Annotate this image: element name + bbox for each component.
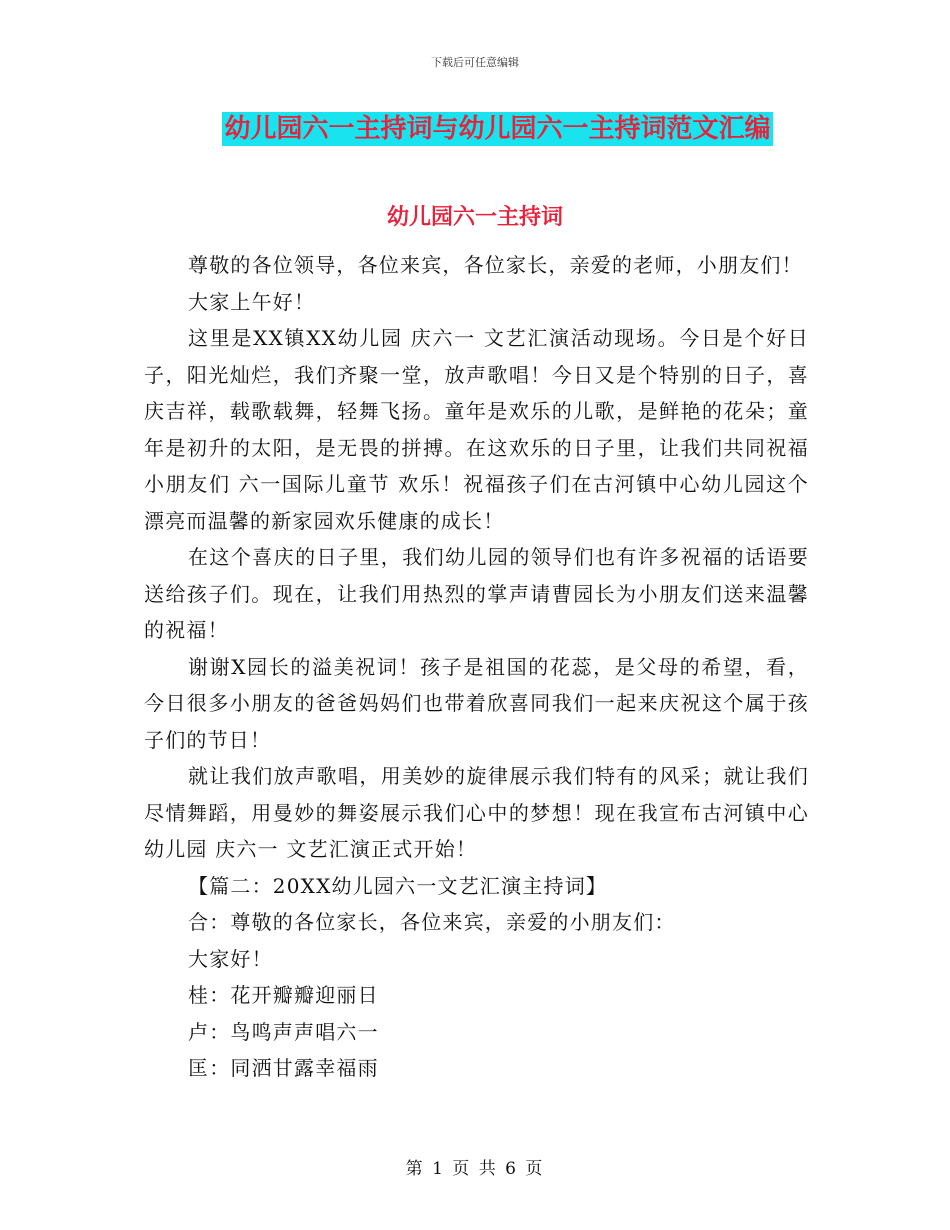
- document-body: [144, 247, 809, 1087]
- paragraph-hello: 大家上午好！: [188, 289, 316, 314]
- section-title: 幼儿园六一主持词: [386, 205, 563, 230]
- paragraph-leaders: 在这个喜庆的日子里，我们幼儿园的领导们也有许多祝福的话语要送给孩子们。现在，让我们用热烈的掌声请曹园长为小朋友们送来温馨的祝福！: [144, 545, 809, 642]
- paragraph-greeting: 尊敬的各位领导，各位来宾，各位家长，亲爱的老师，小朋友们！: [188, 253, 803, 277]
- paragraph-thanks: 谢谢X园长的溢美祝词！孩子是祖国的花蕊，是父母的希望，看，今日很多小朋友的爸爸妈妈们也带着欣喜同我们一起来庆祝这个属于孩子们的节日！: [144, 654, 809, 752]
- paragraph-all-greeting: 合：尊敬的各位家长，各位来宾，亲爱的小朋友们：: [188, 910, 676, 934]
- paragraph-lu-line: 卢：鸟鸣声声唱六一: [188, 1019, 379, 1044]
- paragraph-all-hello: 大家好！: [188, 946, 273, 971]
- main-title-wrap: [0, 112, 950, 146]
- page-number: 第 1 页 共 6 页: [405, 1159, 545, 1179]
- paragraph-part-two-heading: 【篇二：20XX幼儿园六一文艺汇演主持词】: [188, 873, 608, 898]
- header-note: 下载后可任意编辑: [431, 56, 519, 69]
- paragraph-kuang-line: 匡：同洒甘露幸福雨: [188, 1056, 379, 1080]
- main-title: 幼儿园六一主持词与幼儿园六一主持词范文汇编: [224, 114, 771, 144]
- paragraph-gui-line: 桂：花开瓣瓣迎丽日: [188, 983, 379, 1007]
- paragraph-opening: 这里是XX镇XX幼儿园 庆六一 文艺汇演活动现场。今日是个好日子，阳光灿烂，我们齐聚一堂，放声歌唱！今日又是个特别的日子，喜庆吉祥，载歌载舞，轻舞飞扬。童年是欢乐的儿歌，是鲜艳的花朵；童年是初升的太阳，是无畏的拼搏。在这欢乐的日子里，让我们共同祝福小朋友们 六一国际儿童节 欢乐！祝福孩子们在古河镇中心幼儿园这个漂亮而温馨的新家园欢乐健康的成长！: [144, 326, 809, 533]
- paragraph-announce: 就让我们放声歌唱，用美妙的旋律展示我们特有的风采；就让我们尽情舞蹈，用曼妙的舞姿展示我们心中的梦想！现在我宣布古河镇中心幼儿园 庆六一 文艺汇演正式开始！: [144, 764, 809, 861]
